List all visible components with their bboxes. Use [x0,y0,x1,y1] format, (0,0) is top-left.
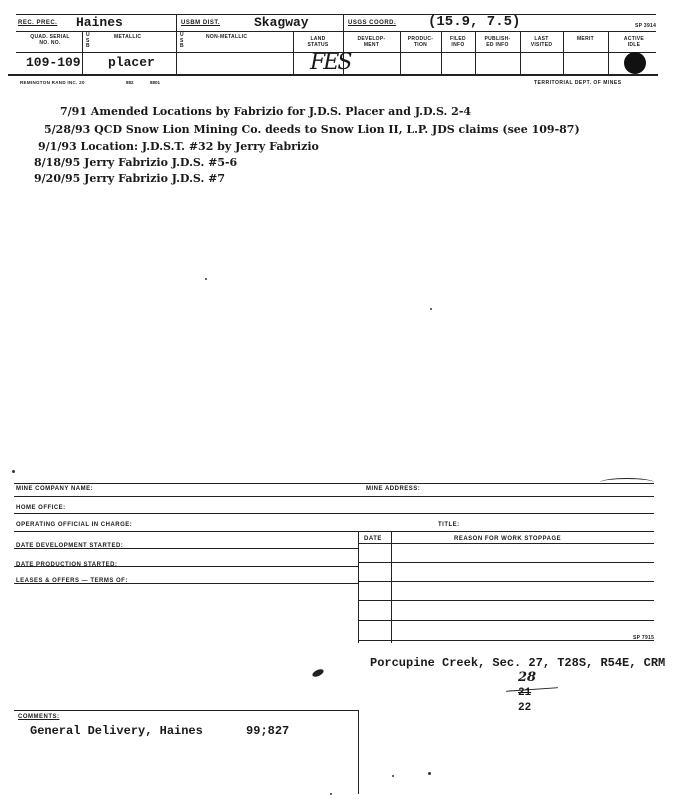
usgs-coord-value: (15.9, 7.5) [428,14,521,30]
usgs-coord-label: USGS COORD. [348,20,397,26]
note-line: 9/20/95 Jerry Fabrizio J.D.S. #7 [34,172,225,185]
footer-printer: REMINGTON RAND INC. 20 [20,80,85,85]
comments-label: COMMENTS: [18,714,60,720]
footer-dept: TERRITORIAL DEPT. OF MINES [534,80,622,86]
col-development: DEVELOP- MENT [357,36,386,48]
speck [205,278,207,280]
comments-value: General Delivery, Haines 99;827 [30,724,290,738]
col-production: PRODUC- TION [407,36,434,48]
location-number: 22 [518,702,532,714]
quad-serial-value: 109-109 [26,55,81,70]
home-office-label: HOME OFFICE: [16,505,66,511]
col-land-status: LAND STATUS [307,36,329,48]
metallic-value: placer [108,55,155,70]
ink-blot [311,668,324,679]
handwritten-location-number: 28 [518,670,537,685]
lower-form-code: SP 7915 [633,635,655,641]
note-line: 7/91 Amended Locations by Fabrizio for J.D.S. Placer and J.D.S. 2-4 [60,105,472,118]
footer-code-2: 8801 [150,80,161,85]
handwritten-strike [506,687,558,692]
mine-address-label: MINE ADDRESS: [366,486,421,492]
speck [392,775,394,777]
col-active-idle: ACTIVE IDLE [623,36,645,48]
reason-column-header: REASON FOR WORK STOPPAGE [454,536,562,542]
col-last-visited: LAST VISITED [530,36,553,48]
date-production-started-label: DATE PRODUCTION STARTED: [16,562,118,568]
location-description: Porcupine Creek, Sec. 27, T28S, R54E, CRM [370,656,666,670]
active-indicator-dot [624,52,646,74]
rec-prec-label: REC. PREC. [18,20,58,26]
title-label: TITLE: [438,522,460,528]
handwritten-initials: FES [310,50,351,75]
struck-location-number: 21 [518,687,532,699]
operating-official-label: OPERATING OFFICIAL IN CHARGE: [16,522,133,528]
col-filed-info: FILED INFO [450,36,466,48]
col-usb-nonmetallic-prefix: U S B [180,32,184,49]
col-usb-metallic-prefix: U S B [86,32,90,49]
date-development-started-label: DATE DEVELOPMENT STARTED: [16,543,124,549]
note-line: 5/28/93 QCD Snow Lion Mining Co. deeds to Snow Lion II, L.P. JDS claims (see 109-87) [44,123,580,136]
note-line: 9/1/93 Location: J.D.S.T. #32 by Jerry Fabrizio [38,140,319,153]
col-quad-serial: QUAD. SERIAL NO. NO. [30,34,70,46]
rec-prec-value: Haines [76,15,123,30]
card-edge-curl [600,478,654,487]
footer-code: 882 [126,80,134,85]
col-non-metallic: NON-METALLIC [206,34,248,40]
mining-district-label: USBM DIST. [181,20,221,26]
col-published-info: PUBLISH- ED INFO [484,36,511,48]
mining-district-value: Skagway [254,15,309,30]
date-column-header: DATE [364,536,382,542]
speck [330,793,332,795]
speck [428,772,431,775]
speck [12,470,15,473]
leases-label: LEASES & OFFERS — TERMS OF: [16,578,128,584]
col-metallic: METALLIC [114,34,142,40]
mine-company-name-label: MINE COMPANY NAME: [16,486,94,492]
note-line: 8/18/95 Jerry Fabrizio J.D.S. #5-6 [34,156,238,169]
col-merit: MERIT [576,36,595,42]
form-code: SP 3914 [635,23,657,29]
speck [430,308,432,310]
